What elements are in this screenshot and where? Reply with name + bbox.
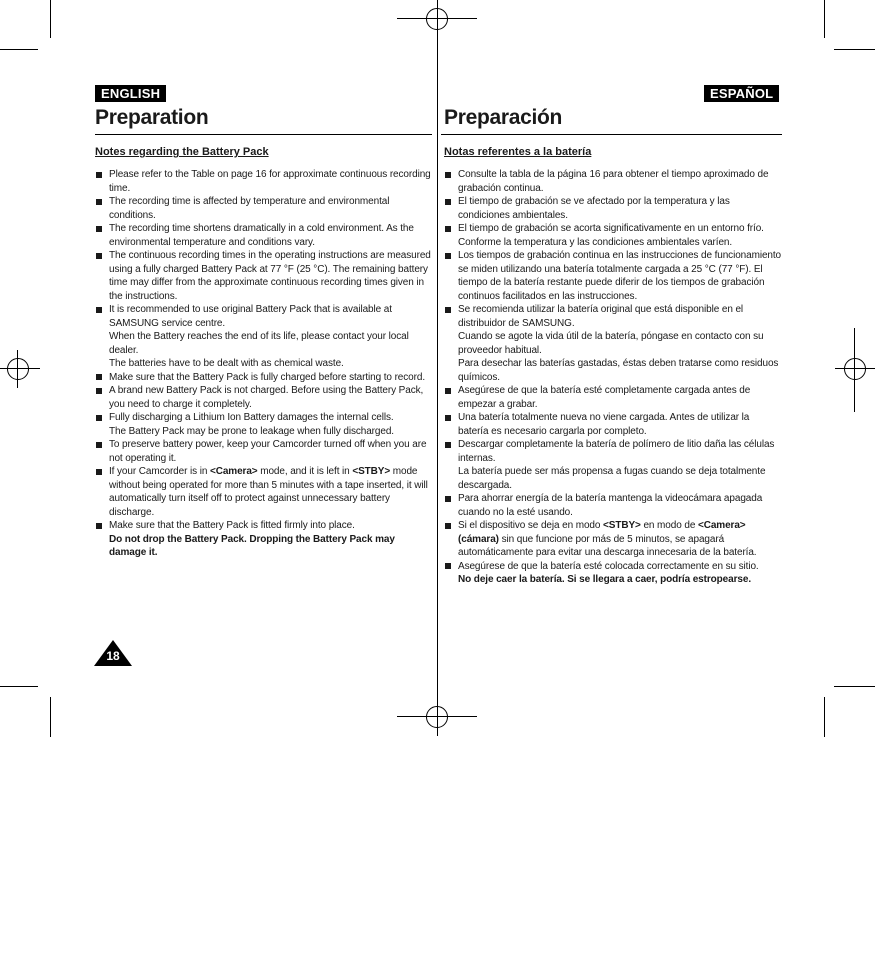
crop-mark [824, 0, 825, 38]
list-item: Please refer to the Table on page 16 for approximate continuous recording time. [95, 168, 432, 195]
list-item: Si el dispositivo se deja en modo <STBY> en modo de <Camera> (cámara) sin que funcione por más de 5 minutos, se apagará automáticamente para evitar una descarga innecesaria de la batería. [444, 519, 782, 560]
crop-mark [0, 686, 38, 687]
list-item: Descargar completamente la batería de polímero de litio daña las células internas. La batería puede ser más propensa a fugas cuando se deja totalmente descargada. [444, 438, 782, 492]
center-divider [437, 0, 438, 736]
warning-text: No deje caer la batería. Si se llegara a caer, podría estropearse. [458, 574, 752, 585]
registration-target-icon [7, 358, 29, 380]
crop-mark [834, 686, 875, 687]
title-rule [441, 134, 782, 135]
list-item: Make sure that the Battery Pack is fully charged before starting to record. [95, 371, 432, 385]
crop-mark [50, 697, 51, 737]
section-heading-spanish: Notas referentes a la batería [444, 146, 592, 158]
list-item: Asegúrese de que la batería esté colocada correctamente en su sitio. No deje caer la batería. Si se llegara a caer, podría estropearse. [444, 560, 782, 587]
page-title-spanish: Preparación [444, 106, 563, 129]
warning-text: Do not drop the Battery Pack. Dropping the Battery Pack may damage it. [109, 533, 395, 558]
list-item: Consulte la tabla de la página 16 para obtener el tiempo aproximado de grabación continua. [444, 168, 782, 195]
section-heading-english: Notes regarding the Battery Pack [95, 146, 269, 158]
list-item: Para ahorrar energía de la batería mantenga la videocámara apagada cuando no la esté usando. [444, 492, 782, 519]
crop-mark [50, 0, 51, 38]
notes-list-english [95, 168, 432, 560]
page-title-english: Preparation [95, 106, 209, 129]
list-item: Una batería totalmente nueva no viene cargada. Antes de utilizar la batería es necesario cargarla por completo. [444, 411, 782, 438]
notes-list-spanish [444, 168, 782, 587]
list-item: To preserve battery power, keep your Camcorder turned off when you are not operating it. [95, 438, 432, 465]
list-item: A brand new Battery Pack is not charged. Before using the Battery Pack, you need to charge it completely. [95, 384, 432, 411]
list-item: El tiempo de grabación se ve afectado por la temperatura y las condiciones ambientales. [444, 195, 782, 222]
list-item: Fully discharging a Lithium Ion Battery damages the internal cells. The Battery Pack may be prone to leakage when fully discharged. [95, 411, 432, 438]
list-item: If your Camcorder is in <Camera> mode, and it is left in <STBY> mode without being operated for more than 5 minutes with a tape inserted, it will automatically turn itself off to protect against unnecessary battery discharge. [95, 465, 432, 519]
crop-mark [0, 49, 38, 50]
list-item: It is recommended to use original Battery Pack that is available at SAMSUNG service centre. When the Battery reaches the end of its life, please contact your local dealer. The batteries have to be dealt with as chemical waste. [95, 303, 432, 371]
list-item: The recording time shortens dramatically in a cold environment. As the environmental temperature and conditions vary. [95, 222, 432, 249]
crop-mark [824, 697, 825, 737]
list-item: Se recomienda utilizar la batería original que está disponible en el distribuidor de SAMSUNG. Cuando se agote la vida útil de la batería, póngase en contacto con su proveedor habitual. Para desechar las baterías gastadas, éstas deben tratarse como residuos químicos. [444, 303, 782, 384]
crop-mark [834, 49, 875, 50]
list-item: Asegúrese de que la batería esté completamente cargada antes de empezar a grabar. [444, 384, 782, 411]
list-item: Make sure that the Battery Pack is fitted firmly into place. Do not drop the Battery Pack. Dropping the Battery Pack may damage it. [95, 519, 432, 560]
language-tag-spanish: ESPAÑOL [704, 85, 779, 102]
list-item: The recording time is affected by temperature and environmental conditions. [95, 195, 432, 222]
list-item: Los tiempos de grabación continua en las instrucciones de funcionamiento se miden utilizando una batería totalmente cargada a 25 °C (77 °F). El tiempo de la batería restante puede diferir de los tiempos de grabación continuos facilitados en las instrucciones. [444, 249, 782, 303]
registration-target-icon [844, 358, 866, 380]
list-item: The continuous recording times in the operating instructions are measured using a fully charged Battery Pack at 77 °F (25 °C). The remaining battery time may differ from the approximate continuous recording times given in the instructions. [95, 249, 432, 303]
list-item: El tiempo de grabación se acorta significativamente en un entorno frío. Conforme la temperatura y las condiciones ambientales varíen. [444, 222, 782, 249]
title-rule [95, 134, 432, 135]
page-number: 18 [106, 649, 120, 663]
language-tag-english: ENGLISH [95, 85, 166, 102]
